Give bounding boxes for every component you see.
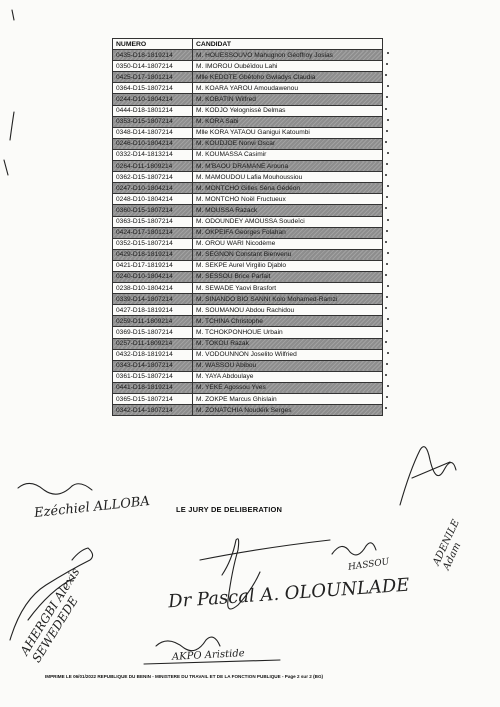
cell-numero: 0240-D10-1804214: [113, 271, 193, 282]
cell-candidat: M. ODOUNDEY AMOUSSA Soudeïci: [193, 216, 383, 227]
cell-numero: 0360-D15-1807214: [113, 205, 193, 216]
page-footer: IMPRIME LE 06/01/2022 REPUBLIQUE DU BENIN - MINISTERE DU TRAVAIL ET DE LA FONCTION PUBLIQUE - Page 2 sur 2 (BG): [45, 674, 324, 679]
cell-numero: 0427-D18-1819214: [113, 305, 193, 316]
cell-candidat: M. KORA Sabi: [193, 116, 383, 127]
cell-candidat: M. VODOUNNON Joselito Wilfried: [193, 349, 383, 360]
column-header-numero: NUMERO: [113, 39, 193, 50]
signature-3: AHERGBI Alexis SEWEDEDE: [17, 565, 83, 666]
cell-candidat: M. KOUDJOE Nonvi Oscar: [193, 138, 383, 149]
cell-candidat: M. MONTCHO Noël Fructueux: [193, 194, 383, 205]
cell-candidat: M. ZONATCHIA Noudéïk Serges: [193, 405, 383, 416]
cell-candidat: M. SEGNON Constant Bienvenu: [193, 249, 383, 260]
cell-candidat: M. ZOKPE Marcus Ghislain: [193, 394, 383, 405]
cell-numero: 0365-D15-1807214: [113, 394, 193, 405]
cell-numero: 0348-D14-1807214: [113, 127, 193, 138]
cell-candidat: M. TOKOU Razak: [193, 338, 383, 349]
cell-numero: 0246-D10-1804214: [113, 138, 193, 149]
cell-numero: 0332-D14-1813214: [113, 149, 193, 160]
cell-candidat: Mlle KORA YATAOU Ganigui Katoumbi: [193, 127, 383, 138]
cell-numero: 0339-D14-1807214: [113, 294, 193, 305]
cell-candidat: M. SEWADE Yaovi Brasfort: [193, 283, 383, 294]
cell-candidat: M. TCHOKPONHOUE Urbain: [193, 327, 383, 338]
cell-numero: 0421-D17-1819214: [113, 260, 193, 271]
cell-candidat: M. OKPEIFA Georges Folahan: [193, 227, 383, 238]
cell-numero: 0435-D18-1819214: [113, 50, 193, 61]
cell-candidat: M. M'BAOU DRAMANE Arouna: [193, 161, 383, 172]
cell-candidat: M. TCHINA Christophe: [193, 316, 383, 327]
signature-2: Dr Pascal A. OLOUNLADE: [167, 574, 411, 613]
cell-numero: 0363-D15-1807214: [113, 216, 193, 227]
cell-candidat: M. KOUMASSA Casimir: [193, 149, 383, 160]
cell-candidat: M. SOUMANOU Abdou Rachidou: [193, 305, 383, 316]
cell-candidat: M. SINANDO BIO SANNI Kolo Mohamed-Ramzi: [193, 294, 383, 305]
cell-candidat: M. YAYA Abdoulaye: [193, 371, 383, 382]
cell-numero: 0424-D17-1801214: [113, 227, 193, 238]
cell-numero: 0353-D15-1807214: [113, 116, 193, 127]
cell-numero: 0238-D10-1804214: [113, 283, 193, 294]
cell-numero: 0257-D11-1809214: [113, 338, 193, 349]
cell-candidat: Mlle KEDOTE Gbêtoho Gwladys Claudia: [193, 72, 383, 83]
cell-numero: 0342-D14-1807214: [113, 405, 193, 416]
cell-numero: 0350-D14-1807214: [113, 61, 193, 72]
cell-candidat: M. KODJO Yelognissè Delmas: [193, 105, 383, 116]
signature-4: HASSOU: [347, 557, 390, 573]
cell-candidat: M. KOARA YAROU Amoudawenou: [193, 83, 383, 94]
cell-numero: 0361-D15-1807214: [113, 371, 193, 382]
jury-title: LE JURY DE DELIBERATION: [176, 505, 283, 514]
signature-1: Ezéchiel ALLOBA: [33, 493, 151, 522]
cell-numero: 0259-D11-1809214: [113, 316, 193, 327]
cell-candidat: M. HOUESSOUVO Mahugnon Géoffroy Josias: [193, 50, 383, 61]
cell-candidat: M. IMOROU Oubéïdou Lahi: [193, 61, 383, 72]
cell-numero: 0343-D14-1807214: [113, 360, 193, 371]
cell-numero: 0444-D18-1801214: [113, 105, 193, 116]
cell-candidat: M. WASSOU Abibou: [193, 360, 383, 371]
cell-numero: 0248-D10-1804214: [113, 194, 193, 205]
cell-numero: 0429-D18-1819214: [113, 249, 193, 260]
signature-6: ADENILE Adam: [431, 518, 464, 572]
column-header-candidat: CANDIDAT: [193, 39, 383, 50]
cell-numero: 0364-D15-1807214: [113, 83, 193, 94]
cell-numero: 0244-D10-1804214: [113, 94, 193, 105]
cell-numero: 0369-D15-1807214: [113, 327, 193, 338]
cell-numero: 0264-D11-1809214: [113, 161, 193, 172]
cell-candidat: M. OROU WARI Nicodème: [193, 238, 383, 249]
cell-candidat: M. MAMOUDOU Lafia Mouhoussiou: [193, 172, 383, 183]
cell-candidat: M. KOBATIN Wilfred: [193, 94, 383, 105]
cell-numero: 0441-D18-1819214: [113, 382, 193, 393]
cell-candidat: M. MONTCHO Gilles Sèna Gédéon: [193, 183, 383, 194]
cell-candidat: M. YEKE Agossou Yves: [193, 382, 383, 393]
cell-numero: 0425-D17-1801214: [113, 72, 193, 83]
cell-candidat: M. SESSOU Brice Parfait: [193, 271, 383, 282]
cell-numero: 0247-D10-1804214: [113, 183, 193, 194]
cell-numero: 0362-D15-1807214: [113, 172, 193, 183]
signature-5: AKPO Aristide: [171, 648, 245, 663]
cell-numero: 0432-D18-1819214: [113, 349, 193, 360]
cell-numero: 0352-D15-1807214: [113, 238, 193, 249]
cell-candidat: M. MOUSSA Razack: [193, 205, 383, 216]
cell-candidat: M. SEKPE Aurel Virgilio Djablo: [193, 260, 383, 271]
